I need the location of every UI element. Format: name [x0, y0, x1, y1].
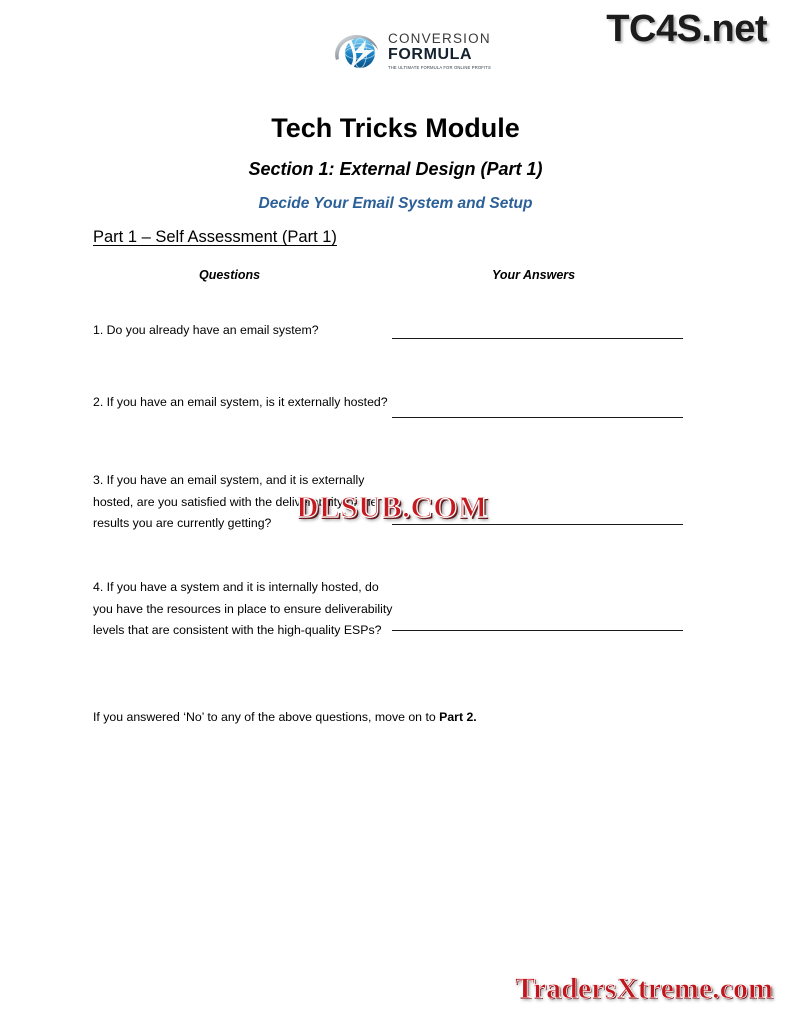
tc4s-watermark: TC4S.net — [606, 8, 767, 50]
closing-note-bold: Part 2. — [439, 710, 477, 724]
page-title: Tech Tricks Module — [271, 113, 520, 143]
question-text-2: 2. If you have an email system, is it externally hosted? — [93, 395, 388, 409]
page-subtitle: Section 1: External Design (Part 1) — [248, 159, 543, 179]
question-text-3: 3. If you have an email system, and it is externally hosted, are you satisfied with the deliverability of the results you are currently getting? — [93, 473, 378, 530]
closing-note-prefix: If you answered ‘No’ to any of the above questions, move on to — [93, 710, 440, 724]
question-text-4: 4. If you have a system and it is internally hosted, do you have the resources in place to ensure deliverability levels that are consistent with the high-quality ESPs? — [93, 580, 393, 637]
answer-line-2[interactable] — [392, 417, 683, 418]
dlsub-watermark-text: DLSUB.COM — [296, 489, 488, 524]
answer-line-4[interactable] — [392, 630, 683, 631]
column-header-questions: Questions — [199, 268, 261, 282]
logo-tagline: THE ULTIMATE FORMULA FOR ONLINE PROFITS — [388, 64, 491, 70]
answer-line-1[interactable] — [392, 338, 683, 339]
question-text-1: 1. Do you already have an email system? — [93, 323, 319, 337]
logo-line-2: FORMULA — [388, 45, 473, 63]
closing-note — [93, 710, 477, 724]
section-heading: Part 1 – Self Assessment (Part 1) — [93, 228, 337, 246]
tradersxtreme-watermark: TradersXtreme.com — [515, 972, 773, 1005]
conversion-formula-logo — [330, 26, 491, 78]
dlsub-watermark — [246, 489, 538, 531]
logo-line-1: CONVERSION — [388, 31, 491, 46]
column-header-answers: Your Answers — [492, 268, 576, 282]
globe-swoosh-icon — [330, 28, 386, 74]
page-sub-subtitle: Decide Your Email System and Setup — [258, 195, 533, 212]
